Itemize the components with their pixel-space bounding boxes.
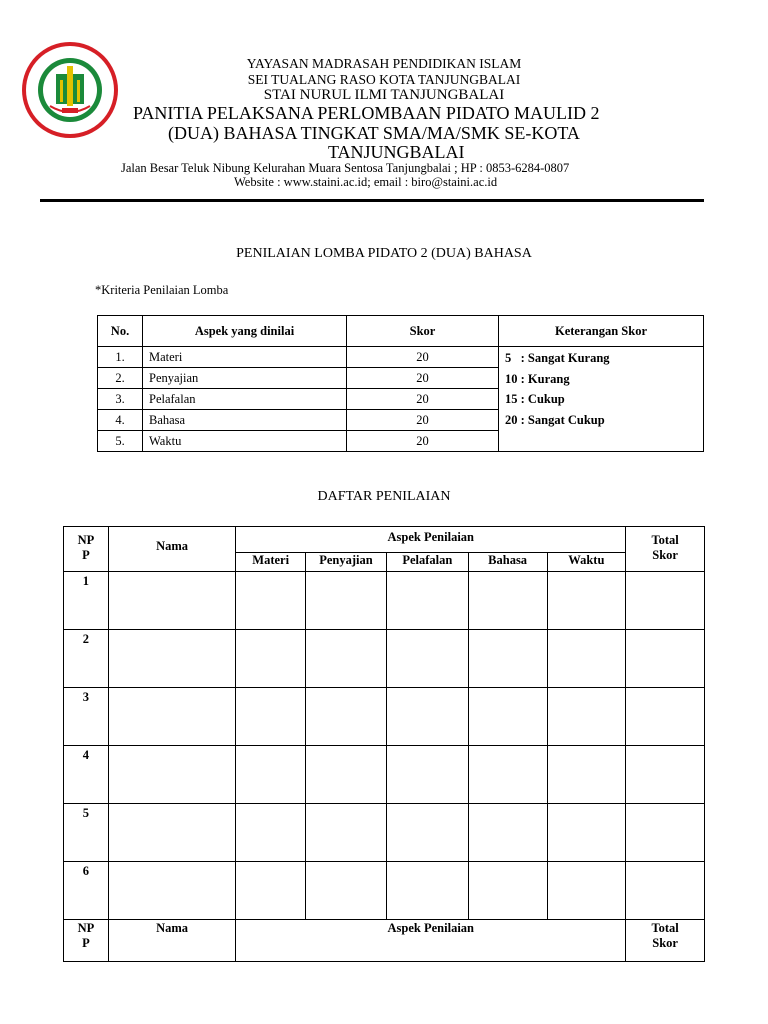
criteria-aspek: Pelafalan [143, 389, 347, 410]
header-total-line1: Total [651, 533, 679, 547]
header-nama: Nama [108, 527, 235, 572]
foundation-name: YAYASAN MADRASAH PENDIDIKAN ISLAM [246, 56, 522, 71]
cell-waktu[interactable] [547, 804, 626, 862]
criteria-skor: 20 [347, 431, 499, 452]
row-number: 3 [64, 688, 109, 746]
criteria-skor: 20 [347, 389, 499, 410]
row-number: 4 [64, 746, 109, 804]
footer-total-skor [626, 920, 705, 962]
scoring-row [64, 804, 705, 862]
header-skor: Skor [347, 316, 499, 347]
footer-np-line1: NP [77, 921, 95, 935]
header-np [64, 527, 109, 572]
address: Jalan Besar Teluk Nibung Kelurahan Muara Sentosa Tanjungbalai ; HP : 0853-6284-0807 [121, 161, 570, 175]
cell-pelafalan[interactable] [386, 630, 468, 688]
cell-waktu[interactable] [547, 862, 626, 920]
row-number: 1 [64, 572, 109, 630]
header-keterangan: Keterangan Skor [499, 316, 704, 347]
cell-pelafalan[interactable] [386, 804, 468, 862]
cell-pelafalan[interactable] [386, 572, 468, 630]
subheader-penyajian: Penyajian [306, 553, 387, 572]
document-title: PENILAIAN LOMBA PIDATO 2 (DUA) BAHASA [236, 246, 532, 261]
cell-materi[interactable] [236, 862, 306, 920]
subheader-materi: Materi [236, 553, 306, 572]
cell-materi[interactable] [236, 688, 306, 746]
header-no: No. [98, 316, 143, 347]
score-legend-item: 5 : Sangat Kurang [505, 351, 610, 365]
criteria-no: 1. [98, 347, 143, 368]
cell-total[interactable] [626, 630, 705, 688]
header-np-line1: NP [77, 533, 95, 547]
letterhead-divider [40, 199, 704, 202]
footer-np [64, 920, 109, 962]
cell-nama[interactable] [108, 862, 235, 920]
cell-pelafalan[interactable] [386, 746, 468, 804]
header-np-line2: P [82, 548, 90, 562]
criteria-aspek: Materi [143, 347, 347, 368]
institution-name: STAI NURUL ILMI TANJUNGBALAI [263, 87, 505, 103]
cell-waktu[interactable] [547, 746, 626, 804]
cell-total[interactable] [626, 804, 705, 862]
scoring-table [63, 526, 705, 962]
footer-total-line2: Skor [652, 936, 678, 950]
score-legend-item: 20 : Sangat Cukup [505, 413, 605, 428]
cell-waktu[interactable] [547, 630, 626, 688]
cell-nama[interactable] [108, 746, 235, 804]
cell-bahasa[interactable] [468, 804, 547, 862]
criteria-no: 5. [98, 431, 143, 452]
contact-info: Website : www.staini.ac.id; email : biro@staini.ac.id [234, 175, 498, 189]
criteria-no: 3. [98, 389, 143, 410]
cell-total[interactable] [626, 688, 705, 746]
scoring-row [64, 746, 705, 804]
cell-bahasa[interactable] [468, 862, 547, 920]
scoring-row [64, 572, 705, 630]
scoring-header-row [64, 527, 705, 553]
cell-penyajian[interactable] [306, 572, 387, 630]
subheader-bahasa: Bahasa [468, 553, 547, 572]
criteria-no: 2. [98, 368, 143, 389]
criteria-aspek: Penyajian [143, 368, 347, 389]
score-legend-item: 15 : Cukup [505, 392, 565, 407]
subheader-waktu: Waktu [547, 553, 626, 572]
criteria-aspek: Waktu [143, 431, 347, 452]
cell-penyajian[interactable] [306, 862, 387, 920]
header-aspek-penilaian: Aspek Penilaian [236, 527, 626, 553]
cell-materi[interactable] [236, 804, 306, 862]
cell-nama[interactable] [108, 630, 235, 688]
footer-total-line1: Total [651, 921, 679, 935]
criteria-aspek: Bahasa [143, 410, 347, 431]
cell-total[interactable] [626, 572, 705, 630]
cell-materi[interactable] [236, 746, 306, 804]
footer-nama: Nama [108, 920, 235, 962]
cell-bahasa[interactable] [468, 630, 547, 688]
row-number: 2 [64, 630, 109, 688]
criteria-header-row [98, 316, 704, 347]
criteria-note: *Kriteria Penilaian Lomba [95, 283, 229, 297]
cell-nama[interactable] [108, 688, 235, 746]
row-number: 6 [64, 862, 109, 920]
cell-materi[interactable] [236, 630, 306, 688]
cell-bahasa[interactable] [468, 572, 547, 630]
criteria-table [97, 315, 704, 452]
criteria-row [98, 347, 704, 368]
scoring-footer-row [64, 920, 705, 962]
criteria-no: 4. [98, 410, 143, 431]
cell-penyajian[interactable] [306, 688, 387, 746]
committee-title-line1: PANITIA PELAKSANA PERLOMBAAN PIDATO MAULID 2 [133, 103, 600, 123]
cell-pelafalan[interactable] [386, 688, 468, 746]
cell-penyajian[interactable] [306, 746, 387, 804]
criteria-skor: 20 [347, 347, 499, 368]
cell-pelafalan[interactable] [386, 862, 468, 920]
cell-waktu[interactable] [547, 572, 626, 630]
cell-nama[interactable] [108, 804, 235, 862]
scoring-row [64, 862, 705, 920]
scoring-row [64, 688, 705, 746]
cell-materi[interactable] [236, 572, 306, 630]
header-aspek: Aspek yang dinilai [143, 316, 347, 347]
section-title: DAFTAR PENILAIAN [317, 489, 451, 504]
cell-nama[interactable] [108, 572, 235, 630]
cell-total[interactable] [626, 746, 705, 804]
criteria-skor: 20 [347, 368, 499, 389]
cell-total[interactable] [626, 862, 705, 920]
cell-waktu[interactable] [547, 688, 626, 746]
cell-bahasa[interactable] [468, 746, 547, 804]
cell-penyajian[interactable] [306, 804, 387, 862]
cell-bahasa[interactable] [468, 688, 547, 746]
footer-np-line2: P [82, 936, 90, 950]
header-total-line2: Skor [652, 548, 678, 562]
committee-title-line3: TANJUNGBALAI [328, 142, 465, 162]
committee-title-line2: (DUA) BAHASA TINGKAT SMA/MA/SMK SE-KOTA [168, 123, 580, 143]
score-legend-item: 10 : Kurang [505, 371, 570, 386]
header-total-skor [626, 527, 705, 572]
criteria-skor: 20 [347, 410, 499, 431]
foundation-location: SEI TUALANG RASO KOTA TANJUNGBALAI [247, 72, 521, 87]
row-number: 5 [64, 804, 109, 862]
score-legend [499, 347, 704, 452]
scoring-row [64, 630, 705, 688]
subheader-pelafalan: Pelafalan [386, 553, 468, 572]
footer-aspek-penilaian: Aspek Penilaian [236, 920, 626, 962]
cell-penyajian[interactable] [306, 630, 387, 688]
